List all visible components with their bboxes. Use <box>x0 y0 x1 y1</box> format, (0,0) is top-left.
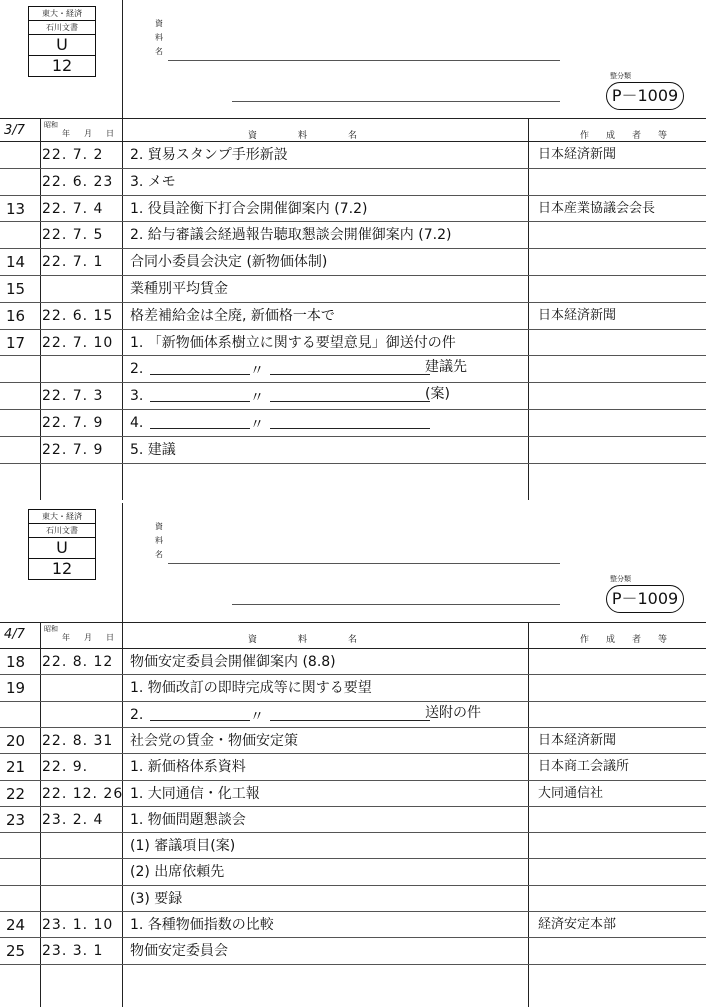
row-number: 23 <box>6 810 26 829</box>
row-rule <box>0 436 706 437</box>
row-rule <box>0 964 706 965</box>
row-title: 業種別平均賃金 <box>130 281 228 297</box>
row-number: 24 <box>6 916 26 934</box>
header-top-rule <box>0 622 706 623</box>
header-era: 昭和 <box>44 625 58 633</box>
row-rule <box>0 701 706 702</box>
row-rule <box>0 355 706 356</box>
row-date: 22. 7. 9 <box>42 441 104 458</box>
column-rule <box>40 118 41 500</box>
row-author: 日本経済新聞 <box>538 732 617 748</box>
title-blank-line <box>168 563 560 564</box>
row-title: 1. 役員詮衡下打合会開催御案内 (7.2) <box>130 200 368 217</box>
row-rule <box>0 753 706 754</box>
row-date: 22. 7. 9 <box>42 415 104 431</box>
material-label-char: 資 <box>155 522 163 531</box>
ditto-rule <box>150 720 250 721</box>
ditto-rule <box>150 374 250 375</box>
ditto-rule <box>150 428 250 429</box>
stamp-number: 12 <box>51 56 73 75</box>
row-title: 4. <box>130 415 144 431</box>
row-title: 3. メモ <box>130 173 176 190</box>
row-title: 3. <box>130 388 144 405</box>
row-rule <box>0 302 706 303</box>
row-date: 23. 2. 4 <box>42 811 104 828</box>
row-rule <box>0 806 706 807</box>
row-number: 17 <box>6 333 26 352</box>
row-title: 社会党の賃金・物価安定策 <box>130 732 298 749</box>
row-author: 日本経済新聞 <box>538 147 617 162</box>
header-bottom-rule <box>0 141 706 142</box>
material-label-char: 名 <box>155 47 163 56</box>
header-title: 資 料 名 <box>248 131 374 141</box>
column-rule <box>122 622 123 1007</box>
row-rule <box>0 168 706 169</box>
row-title-suffix: (案) <box>425 386 450 403</box>
column-rule <box>528 118 529 500</box>
row-title: (2) 出席依頼先 <box>130 864 225 881</box>
row-date: 22. 9. <box>42 759 89 776</box>
classification-value: P－1009 <box>606 82 684 110</box>
row-title: 1. 各種物価指数の比較 <box>130 917 274 933</box>
ditto-rule <box>270 428 430 429</box>
material-label-char: 名 <box>155 550 163 559</box>
row-title: 1. 新価格体系資料 <box>130 759 246 776</box>
row-rule <box>0 937 706 938</box>
row-date: 22. 8. 12 <box>42 654 114 670</box>
row-title: (1) 審議項目(案) <box>130 838 236 855</box>
row-date: 22. 7. 5 <box>42 227 104 244</box>
row-title: 2. <box>130 706 144 723</box>
ditto-rule <box>270 401 430 402</box>
row-title-suffix: 送附の件 <box>425 704 481 721</box>
row-title: 2. 貿易スタンプ手形新設 <box>130 147 288 163</box>
row-author: 経済安定本部 <box>538 917 617 932</box>
row-number: 16 <box>6 306 26 325</box>
row-author: 日本商工会議所 <box>538 759 630 775</box>
material-label-char: 料 <box>155 33 163 42</box>
row-date: 22. 6. 23 <box>42 173 114 190</box>
title-blank-line <box>232 604 560 605</box>
title-blank-line <box>168 60 560 61</box>
row-rule <box>0 329 706 330</box>
row-date: 22. 12. 26 <box>42 785 124 802</box>
row-date: 23. 1. 10 <box>42 917 114 933</box>
row-title: 合同小委員会決定 (新物価体制) <box>130 254 328 271</box>
ditto-rule <box>150 401 250 402</box>
row-date: 22. 8. 31 <box>42 732 114 749</box>
row-number: 14 <box>6 253 26 272</box>
header-date-unit: 日 <box>106 129 116 138</box>
header-title: 資 料 名 <box>248 635 374 645</box>
stamp-institution: 東大・経済 <box>29 7 95 21</box>
row-title: 1. 大同通信・化工報 <box>130 785 260 802</box>
material-label-char: 料 <box>155 536 163 545</box>
row-number: 21 <box>6 758 26 777</box>
row-title: 1. 「新物価体系樹立に関する要望意見」御送付の件 <box>130 334 456 351</box>
row-title: 1. 物価改訂の即時完成等に関する要望 <box>130 680 372 697</box>
stamp-series: U <box>29 35 95 56</box>
ditto-rule <box>270 374 430 375</box>
header-date-unit: 月 <box>84 633 94 642</box>
row-title: 1. 物価問題懇談会 <box>130 811 246 828</box>
header-author: 作 成 者 等 <box>580 131 672 141</box>
row-rule <box>0 832 706 833</box>
ditto-mark: 〃 <box>250 417 264 433</box>
ditto-mark: 〃 <box>250 363 264 380</box>
row-title: 2. 給与審議会経過報告聴取懇談会開催御案内 (7.2) <box>130 227 452 244</box>
title-blank-line <box>232 101 560 102</box>
column-rule <box>122 118 123 500</box>
row-author: 日本産業協議会会長 <box>538 200 656 216</box>
row-number: 15 <box>6 280 26 298</box>
row-number: 22 <box>6 784 26 803</box>
ditto-rule <box>270 720 430 721</box>
row-rule <box>0 911 706 912</box>
row-rule <box>0 195 706 196</box>
row-title: (3) 要録 <box>130 890 183 907</box>
row-author: 大同通信社 <box>538 785 604 801</box>
row-number: 13 <box>6 199 26 218</box>
row-rule <box>0 780 706 781</box>
row-rule <box>0 221 706 222</box>
row-date: 22. 7. 10 <box>42 334 114 351</box>
header-era: 昭和 <box>44 121 58 129</box>
row-date: 22. 6. 15 <box>42 307 114 324</box>
ditto-mark: 〃 <box>250 708 264 725</box>
row-rule <box>0 858 706 859</box>
row-title: 物価安定委員会 <box>130 943 228 960</box>
header-date-unit: 月 <box>84 129 94 138</box>
stamp-collection: 石川文書 <box>29 21 95 35</box>
row-author: 日本経済新聞 <box>538 307 617 323</box>
row-date: 23. 3. 1 <box>42 943 104 960</box>
row-number: 18 <box>6 653 26 671</box>
header-bottom-rule <box>0 648 706 649</box>
row-date: 22. 7. 3 <box>42 388 104 405</box>
stamp-collection: 石川文書 <box>29 524 95 538</box>
row-title: 物価安定委員会開催御案内 (8.8) <box>130 654 336 670</box>
row-number: 20 <box>6 731 26 750</box>
row-rule <box>0 674 706 675</box>
row-rule <box>0 463 706 464</box>
row-rule <box>0 275 706 276</box>
stamp-series: U <box>29 538 95 559</box>
row-rule <box>0 727 706 728</box>
material-label-char: 資 <box>155 19 163 28</box>
sheet-number: 3/7 <box>4 123 25 138</box>
column-rule <box>40 622 41 1007</box>
header-author: 作 成 者 等 <box>580 635 672 645</box>
header-date-unit: 日 <box>106 633 116 642</box>
row-rule <box>0 248 706 249</box>
row-date: 22. 7. 2 <box>42 147 104 163</box>
sheet-number: 4/7 <box>4 627 25 642</box>
row-rule <box>0 409 706 410</box>
classification-label: 整分類 <box>610 575 631 583</box>
classification-label: 整分類 <box>610 72 631 80</box>
row-number: 25 <box>6 942 26 961</box>
classification-value: P－1009 <box>606 585 684 613</box>
row-date: 22. 7. 1 <box>42 254 104 271</box>
archive-stamp <box>28 509 96 580</box>
archive-stamp <box>28 6 96 77</box>
row-rule <box>0 885 706 886</box>
header-date-unit: 年 <box>62 633 72 642</box>
row-rule <box>0 382 706 383</box>
row-title: 格差補給金は全廃, 新価格一本で <box>130 307 335 324</box>
row-title-suffix: 建議先 <box>425 359 467 376</box>
header-top-rule <box>0 118 706 119</box>
row-title: 2. <box>130 361 144 378</box>
row-title: 5. 建議 <box>130 441 176 458</box>
stamp-number: 12 <box>51 559 73 578</box>
stamp-institution: 東大・経済 <box>29 510 95 524</box>
ditto-mark: 〃 <box>250 390 264 407</box>
column-rule <box>528 622 529 1007</box>
header-date-unit: 年 <box>62 129 72 138</box>
row-date: 22. 7. 4 <box>42 200 104 217</box>
row-number: 19 <box>6 679 26 698</box>
